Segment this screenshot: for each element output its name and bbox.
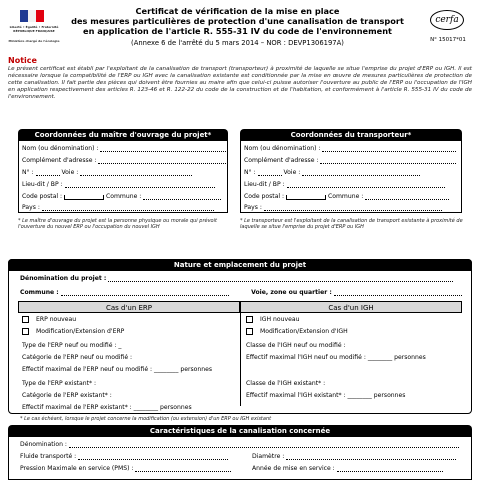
cerfa-number: N° 15017*01 [430, 37, 466, 43]
notice-text: Le présent certificat est établi par l'exploitant de la canalisation de transport (transporteur) à proximité de laquelle se situe l'emprise du projet d'ERP ou IGH. Il est nécessaire lorsque la compatibilité de l'ERP ou IGH avec la canalisation existante est conditionnée par la mise en œuvre de mesures particulières de protection de cette canalisation. Il fait partie des pièces qui doivent être fournies au maire afin que celui-ci puisse autoriser l'ouverture au public de l'ERP ou l'occupation de l'IGH en application respectivement des articles R. 123-46 et R. 122-22 du code de la construction et de l'habitation, et conformément à l'article R. 555-31 IV du code de l'environnement. [8, 66, 472, 101]
owner-place-row[interactable] [22, 181, 215, 188]
case-divider [240, 313, 241, 406]
project-commune-label: Commune : [20, 289, 59, 296]
owner-postal-field[interactable] [64, 195, 104, 200]
igh-mod-checkbox[interactable] [246, 328, 253, 335]
carrier-commune-label: Commune : [328, 193, 364, 200]
project-location-row[interactable] [20, 289, 462, 296]
carrier-number-label: N° : [244, 169, 256, 176]
carrier-address-label: Complément d'adresse : [244, 157, 319, 164]
erp-type-new-field[interactable]: Type de l'ERP neuf ou modifié : _ [22, 342, 122, 349]
igh-class-new-field[interactable]: Classe de l'IGH neuf ou modifié : [246, 342, 346, 349]
pipeline-section-title: Caractéristiques de la canalisation concernée [8, 425, 472, 437]
carrier-postal-row[interactable] [244, 193, 449, 200]
document-title [60, 6, 415, 37]
title-line-3: en application de l'article R. 555-31 IV du code de l'environnement [83, 26, 392, 37]
pipeline-year-row[interactable] [252, 465, 443, 472]
logo-ministry-text: Ministère chargé de l'écologie [8, 39, 60, 43]
pipeline-diameter-label: Diamètre : [252, 453, 285, 460]
pipeline-year-label: Année de mise en service : [252, 465, 335, 472]
project-street-label: Voie, zone ou quartier : [251, 289, 332, 296]
owner-address-field[interactable] [98, 158, 228, 164]
logo-republic-text: Liberté • Égalité • Fraternité RÉPUBLIQUE FRANÇAISE [9, 25, 59, 33]
project-designation-row[interactable] [20, 275, 453, 282]
igh-case-header: Cas d'un IGH [240, 301, 462, 313]
erp-category-new-field[interactable]: Catégorie de l'ERP neuf ou modifié : [22, 354, 133, 361]
carrier-section-title: Coordonnées du transporteur* [240, 129, 462, 141]
owner-country-row[interactable] [22, 204, 214, 211]
republique-francaise-logo [8, 10, 60, 56]
pipeline-year-field[interactable] [337, 466, 443, 472]
annex-reference: (Annexe 6 de l'arrêté du 5 mars 2014 – NOR : DEVP1306197A) [131, 39, 344, 47]
owner-postal-label: Code postal : [22, 193, 63, 200]
pipeline-diameter-row[interactable] [252, 453, 456, 460]
owner-note: * Le maître d'ouvrage du projet est la personne physique ou morale qui prévoit l'ouverture du nouvel ERP ou l'occupation du nouvel IGH [18, 218, 217, 230]
pipeline-pressure-label: Pression Maximale en service (PMS) : [20, 465, 134, 472]
carrier-name-field[interactable] [322, 146, 456, 152]
notice-title: Notice [8, 56, 37, 65]
carrier-street-label: Voie : [283, 169, 301, 176]
owner-number-label: N° : [22, 169, 34, 176]
owner-country-label: Pays : [22, 204, 40, 211]
erp-category-existing-field[interactable]: Catégorie de l'ERP existant* : [22, 392, 112, 399]
owner-street-label: Voie : [61, 169, 79, 176]
carrier-place-label: Lieu-dit / BP : [244, 181, 285, 188]
pipeline-fluid-field[interactable] [78, 454, 228, 460]
carrier-postal-field[interactable] [286, 195, 326, 200]
erp-mod-label: Modification/Extension d'ERP [36, 328, 125, 335]
igh-new-label: IGH nouveau [260, 316, 300, 323]
owner-name-row[interactable] [22, 145, 228, 152]
igh-new-checkbox[interactable] [246, 316, 253, 323]
carrier-place-row[interactable] [244, 181, 445, 188]
carrier-street-field[interactable] [302, 170, 420, 176]
owner-address-label: Complément d'adresse : [22, 157, 97, 164]
carrier-address-row[interactable] [244, 157, 456, 164]
owner-place-field[interactable] [65, 182, 215, 188]
carrier-country-row[interactable] [244, 204, 442, 211]
pipeline-fluid-row[interactable] [20, 453, 228, 460]
owner-place-label: Lieu-dit / BP : [22, 181, 63, 188]
owner-section-title: Coordonnées du maître d'ouvrage du projet* [18, 129, 228, 141]
pipeline-diameter-field[interactable] [286, 454, 456, 460]
pipeline-designation-field[interactable] [69, 442, 459, 448]
igh-class-existing-field[interactable]: Classe de l'IGH existant* : [246, 380, 326, 387]
carrier-commune-field[interactable] [365, 194, 449, 200]
carrier-name-label: Nom (ou dénomination) : [244, 145, 321, 152]
carrier-number-street-row[interactable] [244, 169, 420, 176]
project-note: * Le cas échéant, lorsque le projet concerne la modification (ou extension) d'un ERP ou IGH existant [20, 416, 272, 422]
igh-capacity-new-field[interactable]: Effectif maximal l'IGH neuf ou modifié : ________ personnes [246, 354, 426, 361]
pipeline-designation-label: Dénomination : [20, 441, 67, 448]
pipeline-fluid-label: Fluide transporté : [20, 453, 77, 460]
pipeline-pressure-field[interactable] [135, 466, 231, 472]
project-designation-field[interactable] [108, 276, 453, 282]
erp-mod-checkbox[interactable] [22, 328, 29, 335]
erp-capacity-existing-field[interactable]: Effectif maximal de l'ERP existant* : ________ personnes [22, 404, 192, 411]
owner-street-field[interactable] [80, 170, 192, 176]
carrier-note: * Le transporteur est l'exploitant de la canalisation de transport existante à proximité de laquelle se situe l'emprise du projet d'ERP ou IGH [240, 218, 463, 230]
project-commune-field[interactable] [61, 290, 229, 296]
owner-number-street-row[interactable] [22, 169, 192, 176]
owner-country-field[interactable] [42, 205, 214, 211]
carrier-name-row[interactable] [244, 145, 456, 152]
title-line-2: des mesures particulières de protection d'une canalisation de transport [71, 16, 404, 27]
owner-name-field[interactable] [100, 146, 228, 152]
pipeline-pressure-row[interactable] [20, 465, 231, 472]
carrier-country-label: Pays : [244, 204, 262, 211]
erp-new-label: ERP nouveau [36, 316, 77, 323]
igh-capacity-existing-field[interactable]: Effectif maximal l'IGH existant* : ________ personnes [246, 392, 406, 399]
erp-type-existing-field[interactable]: Type de l'ERP existant* : [22, 380, 97, 387]
carrier-country-field[interactable] [264, 205, 442, 211]
french-flag-icon [20, 10, 44, 22]
owner-name-label: Nom (ou dénomination) : [22, 145, 99, 152]
cerfa-logo: cerfa [430, 10, 464, 30]
title-line-1: Certificat de vérification de la mise en place [135, 6, 340, 16]
owner-commune-label: Commune : [106, 193, 142, 200]
pipeline-designation-row[interactable] [20, 441, 459, 448]
owner-address-row[interactable] [22, 157, 228, 164]
project-street-field[interactable] [334, 290, 462, 296]
erp-new-checkbox[interactable] [22, 316, 29, 323]
carrier-postal-label: Code postal : [244, 193, 285, 200]
igh-mod-label: Modification/Extension d'IGH [260, 328, 348, 335]
project-section-title: Nature et emplacement du projet [8, 259, 472, 271]
project-designation-label: Dénomination du projet : [20, 275, 107, 282]
owner-commune-field[interactable] [143, 194, 221, 200]
owner-postal-row[interactable] [22, 193, 221, 200]
erp-case-header: Cas d'un ERP [18, 301, 240, 313]
erp-capacity-new-field[interactable]: Effectif maximal de l'ERP neuf ou modifié : ________ personnes [22, 366, 213, 373]
carrier-place-field[interactable] [287, 182, 445, 188]
owner-number-field[interactable] [36, 170, 60, 176]
carrier-number-field[interactable] [258, 170, 282, 176]
carrier-address-field[interactable] [320, 158, 456, 164]
